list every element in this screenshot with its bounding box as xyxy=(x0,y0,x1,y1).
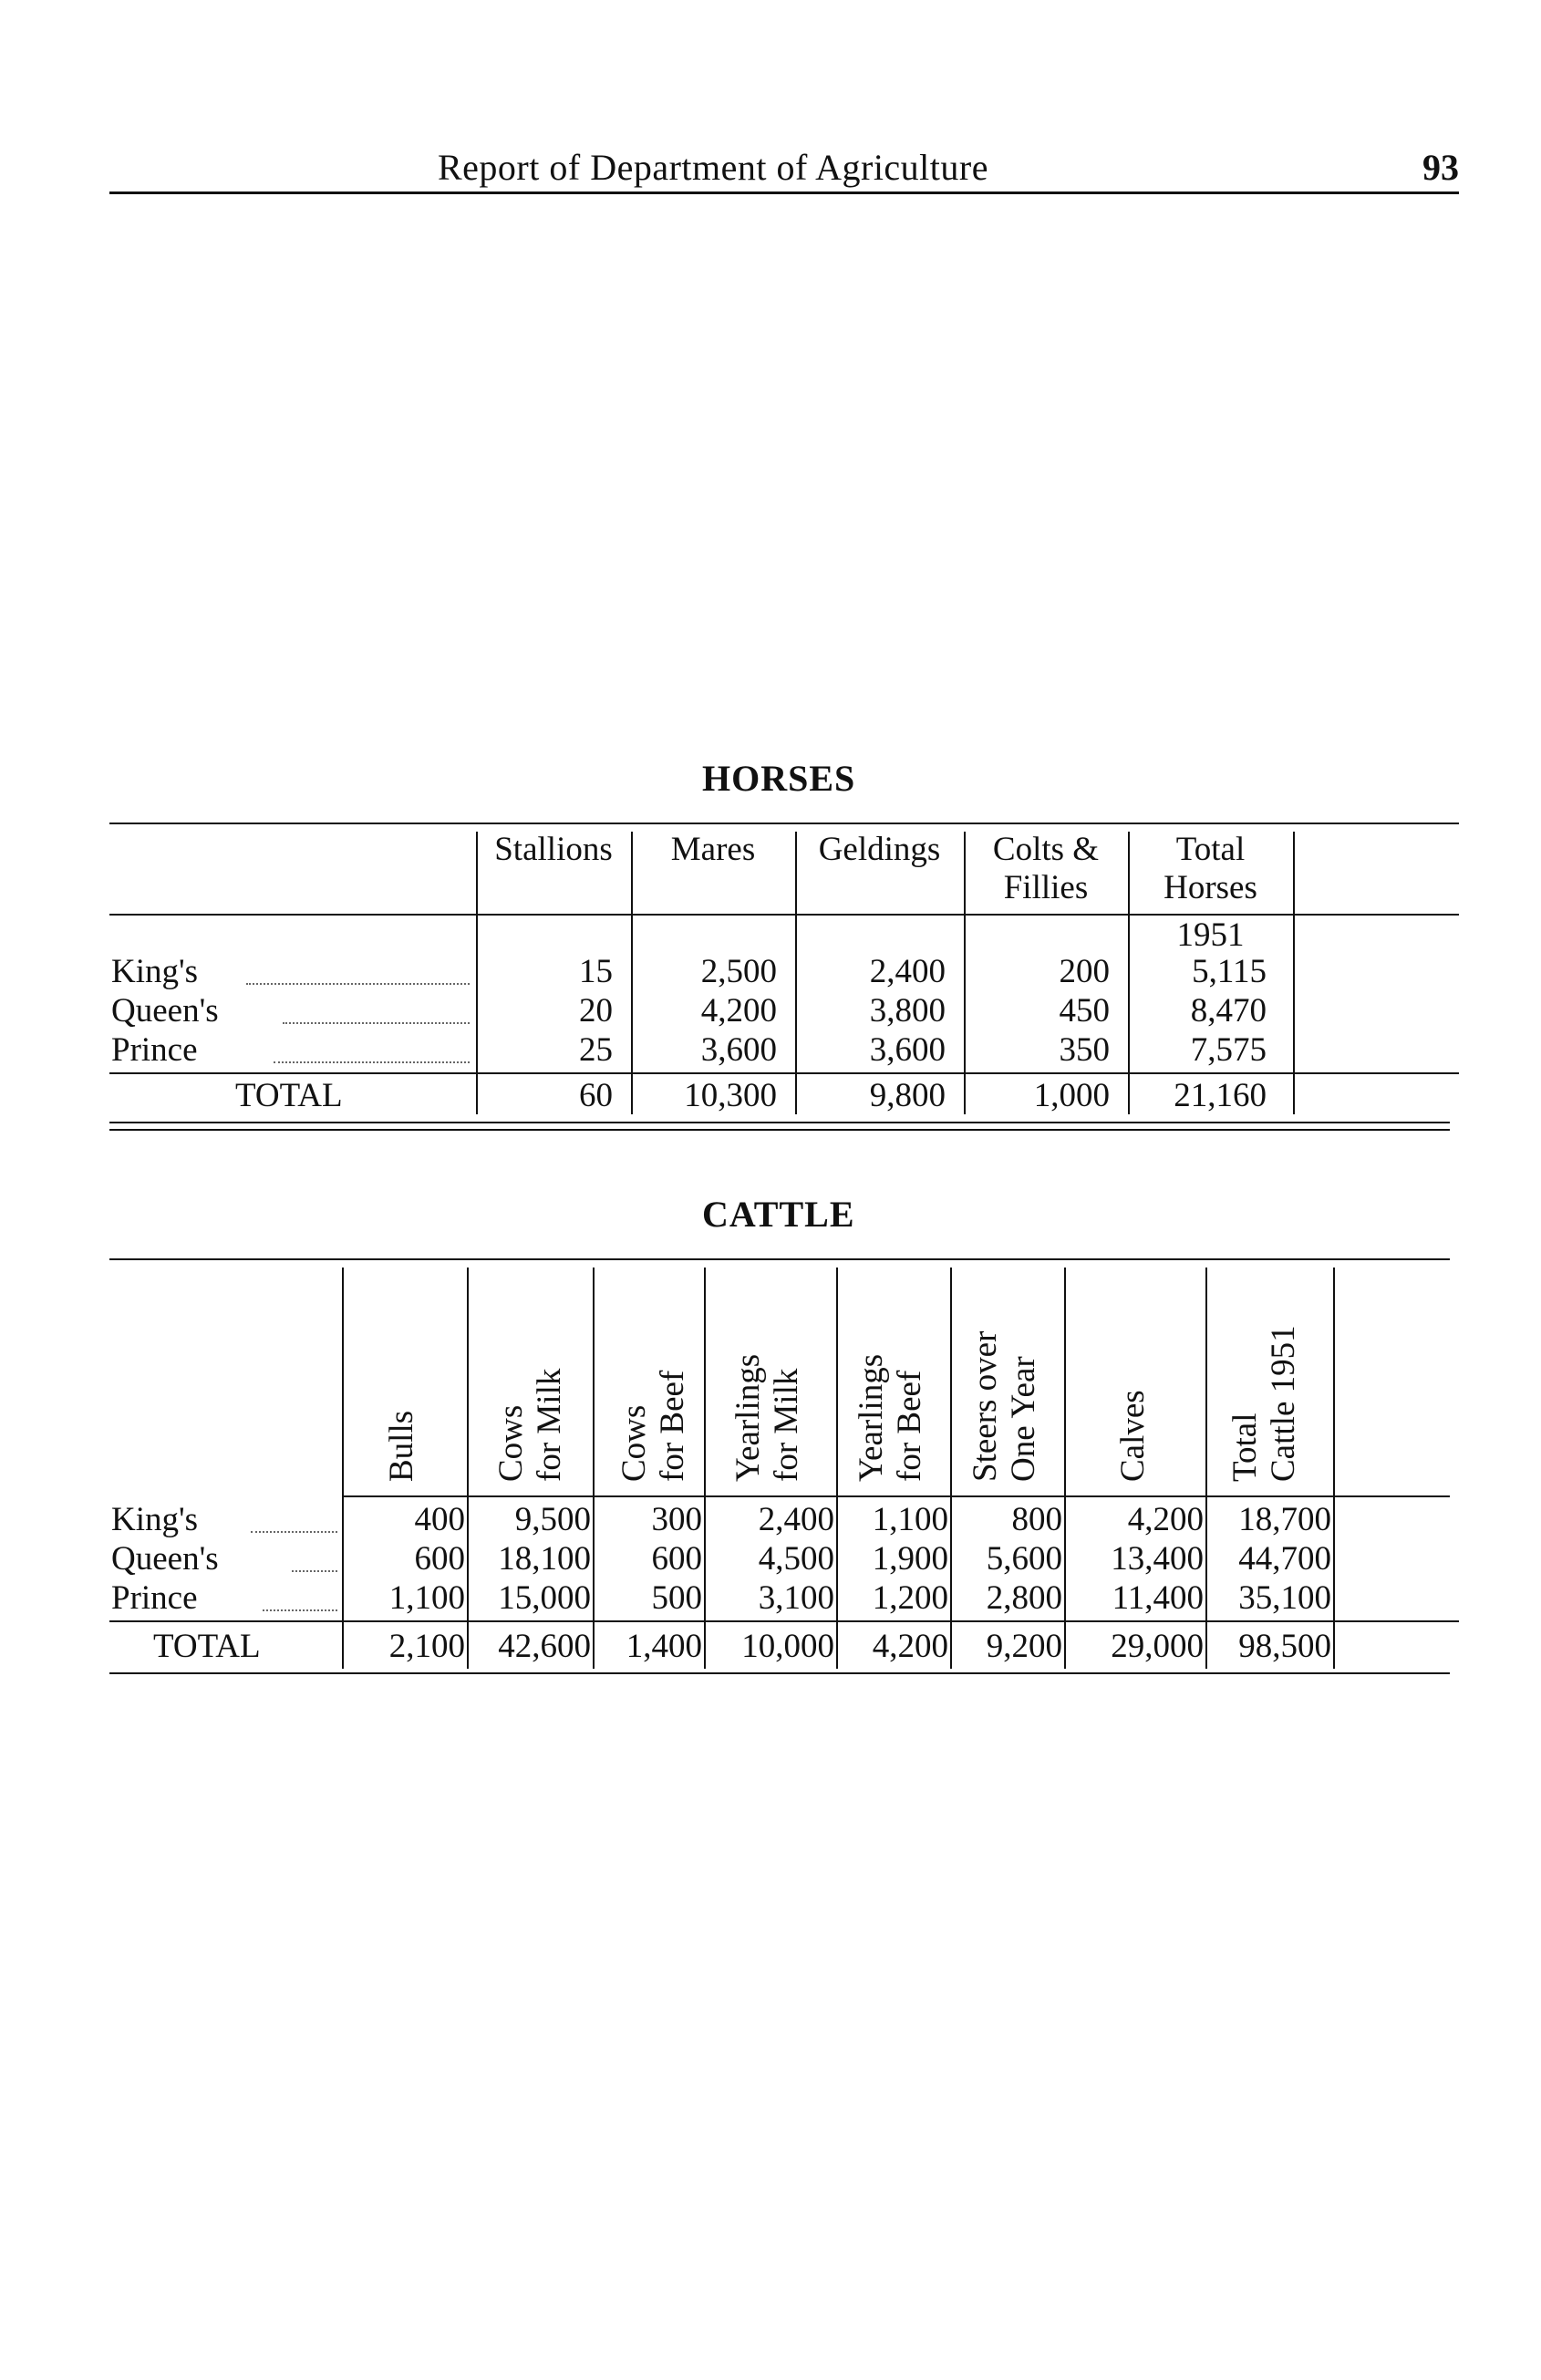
cattle-total-all: 98,500 xyxy=(1238,1628,1331,1665)
total-geldings: 9,800 xyxy=(869,1077,946,1114)
running-header xyxy=(109,146,1459,194)
col-cows-beef: Cows for Beef xyxy=(615,1370,691,1482)
row-name-prince: Prince xyxy=(111,1031,198,1069)
row-name-kings: King's xyxy=(111,953,199,990)
cattle-kings-calves: 4,200 xyxy=(1127,1501,1204,1538)
row-name-total: TOTAL xyxy=(235,1077,343,1114)
cattle-queens-calves: 13,400 xyxy=(1111,1540,1204,1578)
cattle-queens-total: 44,700 xyxy=(1238,1540,1331,1578)
cattle-kings-cows-beef: 300 xyxy=(651,1501,702,1538)
cattle-prince-cows-beef: 500 xyxy=(651,1579,702,1617)
total-mares: 10,300 xyxy=(684,1077,777,1114)
cattle-total-bulls: 2,100 xyxy=(388,1628,465,1665)
cattle-row-name-queens: Queen's xyxy=(111,1540,219,1578)
total-horses: 21,160 xyxy=(1174,1077,1267,1114)
prince-colts: 350 xyxy=(1059,1031,1110,1069)
col-colts-line2: Fillies xyxy=(1003,869,1089,906)
cattle-queens-yearlings-milk: 4,500 xyxy=(758,1540,834,1578)
col-calves: Calves xyxy=(1114,1390,1152,1482)
col-cows-milk: Cows for Milk xyxy=(492,1368,568,1482)
cattle-total-cows-milk: 42,600 xyxy=(498,1628,591,1665)
cattle-total-calves: 29,000 xyxy=(1111,1628,1204,1665)
report-title: Report of Department of Agriculture xyxy=(438,147,988,188)
col-geldings: Geldings xyxy=(818,831,941,868)
queens-colts: 450 xyxy=(1059,992,1110,1030)
cattle-kings-yearlings-milk: 2,400 xyxy=(758,1501,834,1538)
cattle-queens-yearlings-beef: 1,900 xyxy=(872,1540,948,1578)
total-stallions: 60 xyxy=(579,1077,613,1114)
col-yearlings-beef: Yearlings for Beef xyxy=(853,1353,928,1482)
col-yearlings-milk: Yearlings for Milk xyxy=(729,1353,805,1482)
prince-stallions: 25 xyxy=(579,1031,613,1069)
kings-colts: 200 xyxy=(1059,953,1110,990)
col-total-line3: 1951 xyxy=(1176,916,1245,954)
total-colts: 1,000 xyxy=(1033,1077,1110,1114)
cattle-prince-yearlings-milk: 3,100 xyxy=(758,1579,834,1617)
page-number: 93 xyxy=(1422,147,1459,188)
kings-geldings: 2,400 xyxy=(869,953,946,990)
kings-stallions: 15 xyxy=(579,953,613,990)
col-colts-line1: Colts & xyxy=(992,831,1100,868)
cattle-kings-cows-milk: 9,500 xyxy=(514,1501,591,1538)
cattle-total-yearlings-beef: 4,200 xyxy=(872,1628,948,1665)
cattle-row-name-total: TOTAL xyxy=(153,1628,261,1665)
cattle-queens-bulls: 600 xyxy=(414,1540,465,1578)
cattle-prince-bulls: 1,100 xyxy=(388,1579,465,1617)
cattle-row-name-prince: Prince xyxy=(111,1579,198,1617)
prince-total: 7,575 xyxy=(1190,1031,1267,1069)
prince-mares: 3,600 xyxy=(700,1031,777,1069)
cattle-kings-yearlings-beef: 1,100 xyxy=(872,1501,948,1538)
cattle-prince-total: 35,100 xyxy=(1238,1579,1331,1617)
kings-total: 5,115 xyxy=(1192,953,1267,990)
cattle-queens-steers: 5,600 xyxy=(986,1540,1062,1578)
queens-stallions: 20 xyxy=(579,992,613,1030)
cattle-row-name-kings: King's xyxy=(111,1501,199,1538)
horses-title: HORSES xyxy=(702,758,856,799)
col-bulls: Bulls xyxy=(383,1410,420,1482)
cattle-kings-bulls: 400 xyxy=(414,1501,465,1538)
col-total-cattle: Total Cattle 1951 xyxy=(1226,1325,1302,1482)
prince-geldings: 3,600 xyxy=(869,1031,946,1069)
col-total-line1: Total xyxy=(1175,831,1246,868)
cattle-title: CATTLE xyxy=(702,1194,855,1235)
col-mares: Mares xyxy=(670,831,756,868)
cattle-queens-cows-milk: 18,100 xyxy=(498,1540,591,1578)
queens-total: 8,470 xyxy=(1190,992,1267,1030)
cattle-total-yearlings-milk: 10,000 xyxy=(741,1628,834,1665)
cattle-prince-yearlings-beef: 1,200 xyxy=(872,1579,948,1617)
kings-mares: 2,500 xyxy=(700,953,777,990)
cattle-kings-total: 18,700 xyxy=(1238,1501,1331,1538)
cattle-total-cows-beef: 1,400 xyxy=(626,1628,702,1665)
cattle-kings-steers: 800 xyxy=(1011,1501,1062,1538)
cattle-prince-steers: 2,800 xyxy=(986,1579,1062,1617)
cattle-queens-cows-beef: 600 xyxy=(651,1540,702,1578)
cattle-total-steers: 9,200 xyxy=(986,1628,1062,1665)
col-total-line2: Horses xyxy=(1164,869,1257,906)
queens-geldings: 3,800 xyxy=(869,992,946,1030)
col-steers: Steers over One Year xyxy=(967,1330,1042,1482)
row-name-queens: Queen's xyxy=(111,992,219,1030)
col-stallions: Stallions xyxy=(494,831,613,868)
cattle-prince-calves: 11,400 xyxy=(1112,1579,1204,1617)
cattle-prince-cows-milk: 15,000 xyxy=(498,1579,591,1617)
queens-mares: 4,200 xyxy=(700,992,777,1030)
